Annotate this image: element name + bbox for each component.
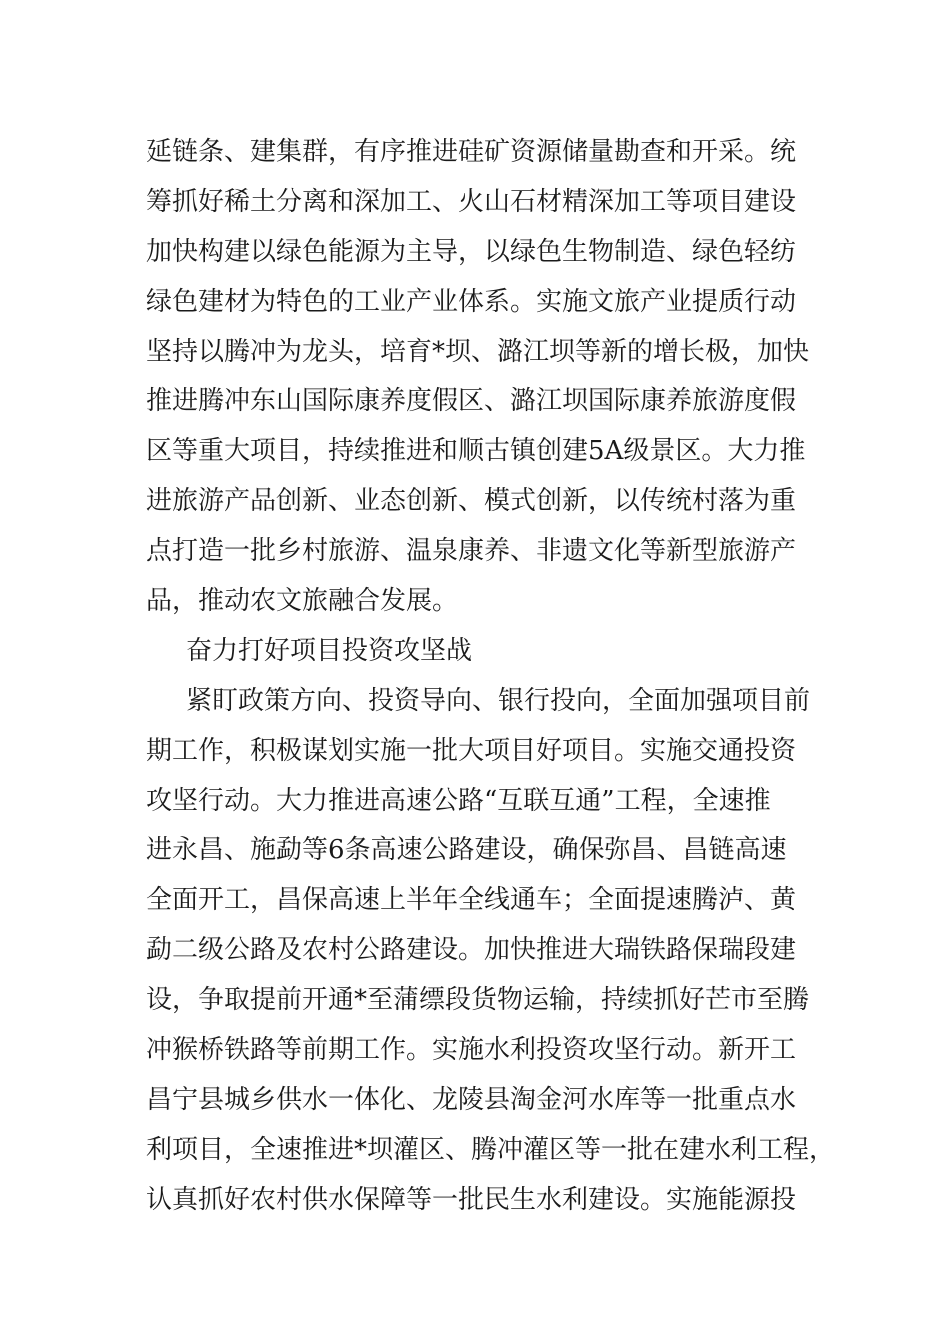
- text-line: 期工作，积极谋划实施一批大项目好项目。实施交通投资: [146, 735, 797, 766]
- text-line: 冲猴桥铁路等前期工作。实施水利投资攻坚行动。新开工: [146, 1035, 797, 1066]
- document-body: [146, 128, 836, 1226]
- text-line: 紧盯政策方向、投资导向、银行投向，全面加强项目前: [186, 685, 811, 716]
- text-line: 坚持以腾冲为龙头，培育*坝、潞江坝等新的增长极，加快: [146, 336, 810, 367]
- text-line: 绿色建材为特色的工业产业体系。实施文旅产业提质行动: [146, 286, 797, 317]
- text-line: 品，推动农文旅融合发展。: [146, 586, 459, 617]
- text-line: 设，争取提前开通*至蒲缥段货物运输，持续抓好芒市至腾: [146, 985, 810, 1016]
- text-line: 筹抓好稀土分离和深加工、火山石材精深加工等项目建设: [146, 186, 797, 217]
- text-line: 利项目，全速推进*坝灌区、腾冲灌区等一批在建水利工程，: [146, 1134, 836, 1165]
- section-heading: 奋力打好项目投资攻坚战: [186, 635, 473, 666]
- text-line: 勐二级公路及农村公路建设。加快推进大瑞铁路保瑞段建: [146, 935, 797, 966]
- text-line: 延链条、建集群，有序推进硅矿资源储量勘查和开采。统: [146, 137, 797, 167]
- text-line: 全面开工，昌保高速上半年全线通车；全面提速腾泸、黄: [146, 885, 797, 916]
- text-line: 推进腾冲东山国际康养度假区、潞江坝国际康养旅游度假: [146, 386, 797, 417]
- text-line: 进永昌、施勐等6条高速公路建设，确保弥昌、昌链高速: [146, 835, 787, 866]
- text-line: 区等重大项目，持续推进和顺古镇创建5A级景区。大力推: [146, 436, 806, 467]
- text-line: 进旅游产品创新、业态创新、模式创新，以传统村落为重: [146, 486, 797, 517]
- text-line: 点打造一批乡村旅游、温泉康养、非遗文化等新型旅游产: [146, 536, 797, 567]
- text-line: 认真抓好农村供水保障等一批民生水利建设。实施能源投: [146, 1184, 797, 1215]
- text-line: 攻坚行动。大力推进高速公路“互联互通”工程，全速推: [146, 785, 771, 816]
- text-line: 加快构建以绿色能源为主导，以绿色生物制造、绿色轻纺: [146, 236, 797, 267]
- text-line: 昌宁县城乡供水一体化、龙陵县淘金河水库等一批重点水: [146, 1084, 797, 1115]
